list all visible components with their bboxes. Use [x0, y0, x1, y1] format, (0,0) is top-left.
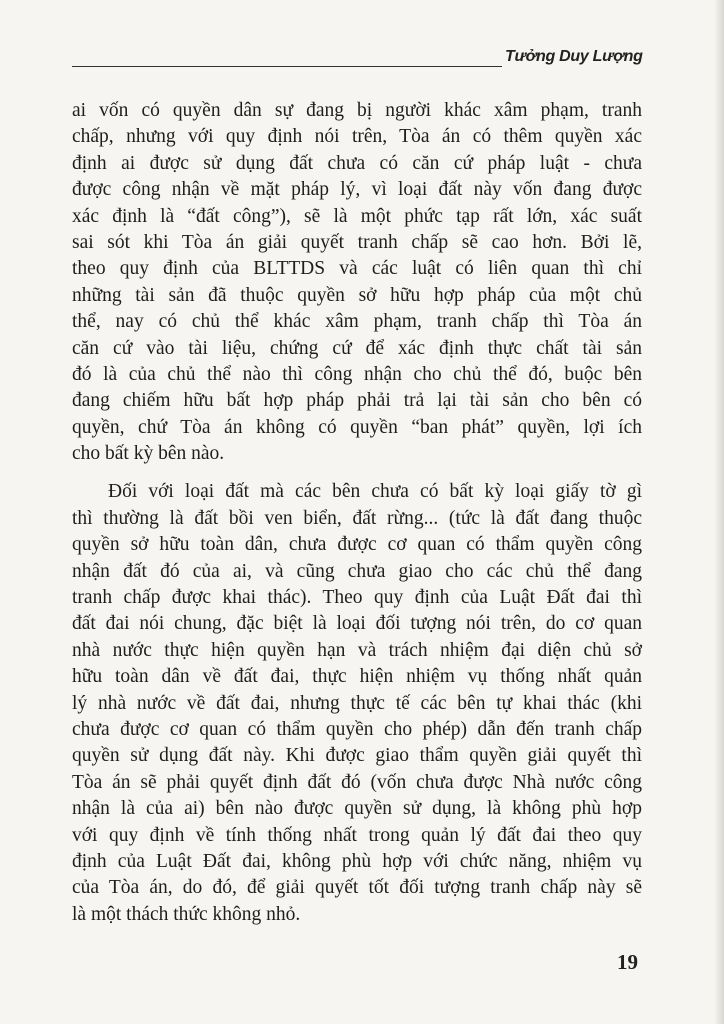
- text-line: chấp, nhưng với quy định nói trên, Tòa án có thêm quyền xác: [72, 126, 642, 148]
- paragraph-1: [72, 98, 642, 467]
- text-line: lý nhà nước về đất đai, nhưng thực tế các bên tự khai thác (khi: [72, 692, 642, 714]
- text-line: nhận là của ai) bên nào được quyền sử dụng, là không phù hợp: [72, 798, 642, 820]
- text-line: đất đai nói chung, đặc biệt là loại đối tượng nói trên, do cơ quan: [72, 613, 642, 635]
- text-line: những tài sản đã thuộc quyền sở hữu hợp pháp của một chủ: [72, 284, 642, 306]
- text-line: căn cứ vào tài liệu, chứng cứ để xác định thực chất tài sản: [72, 337, 642, 359]
- text-line: chưa được cơ quan có thẩm quyền cho phép) dẫn đến tranh chấp: [72, 718, 642, 740]
- text-line: được công nhận về mặt pháp lý, vì loại đất này vốn đang được: [72, 179, 642, 201]
- text-line: với quy định về tính thống nhất trong quản lý đất đai theo quy: [72, 824, 642, 846]
- text-line: xác định là “đất công”), sẽ là một phức tạp rất lớn, xác suất: [72, 205, 642, 227]
- page-body: [72, 98, 642, 928]
- text-line: nhà nước thực hiện quyền hạn và trách nhiệm đại diện chủ sở: [72, 639, 642, 661]
- text-line: Đối với loại đất mà các bên chưa có bất kỳ loại giấy tờ gì: [108, 481, 642, 503]
- text-line: tranh chấp được khai thác). Theo quy định của Luật Đất đai thì: [72, 587, 642, 609]
- text-line: cho bất kỳ bên nào.: [72, 443, 225, 465]
- text-line: định của Luật Đất đai, không phù hợp với chức năng, nhiệm vụ: [72, 850, 642, 872]
- text-line: sai sót khi Tòa án giải quyết tranh chấp sẽ cao hơn. Bởi lẽ,: [72, 231, 642, 253]
- page-edge-shadow: [714, 0, 724, 1024]
- text-line: định ai được sử dụng đất chưa có căn cứ pháp luật - chưa: [72, 152, 642, 174]
- text-line: quyền, chứ Tòa án không có quyền “ban phát” quyền, lợi ích: [72, 416, 642, 438]
- text-line: thì thường là đất bồi ven biển, đất rừng... (tức là đất đang thuộc: [72, 507, 642, 529]
- text-line: đó là của chủ thể nào thì công nhận cho chủ thể đó, buộc bên: [72, 363, 642, 385]
- header-rule: [72, 66, 502, 67]
- page-number: 19: [617, 950, 638, 974]
- text-line: thể, nay có chủ thể khác xâm phạm, tranh chấp thì Tòa án: [72, 311, 642, 333]
- text-line: của Tòa án, do đó, để giải quyết tốt đối tượng tranh chấp này sẽ: [72, 877, 642, 899]
- text-line: là một thách thức không nhỏ.: [72, 903, 301, 925]
- text-line: hữu toàn dân về đất đai, thực hiện nhiệm vụ thống nhất quản: [72, 666, 642, 688]
- text-line: quyền sở hữu toàn dân, chưa được cơ quan có thẩm quyền công: [72, 534, 642, 556]
- text-line: theo quy định của BLTTDS và các luật có liên quan thì chỉ: [72, 258, 642, 280]
- text-line: đang chiếm hữu bất hợp pháp phải trả lại tài sản cho bên có: [72, 390, 642, 412]
- text-line: quyền sử dụng đất này. Khi được giao thẩm quyền giải quyết thì: [72, 745, 642, 767]
- running-header-author: Tưởng Duy Lượng: [505, 48, 643, 65]
- text-line: ai vốn có quyền dân sự đang bị người khác xâm phạm, tranh: [72, 100, 642, 121]
- paragraph-2: [72, 479, 642, 928]
- text-line: nhận đất đó của ai, và cũng chưa giao cho các chủ thể đang: [72, 560, 642, 582]
- text-line: Tòa án sẽ phải quyết định đất đó (vốn chưa được Nhà nước công: [72, 771, 642, 793]
